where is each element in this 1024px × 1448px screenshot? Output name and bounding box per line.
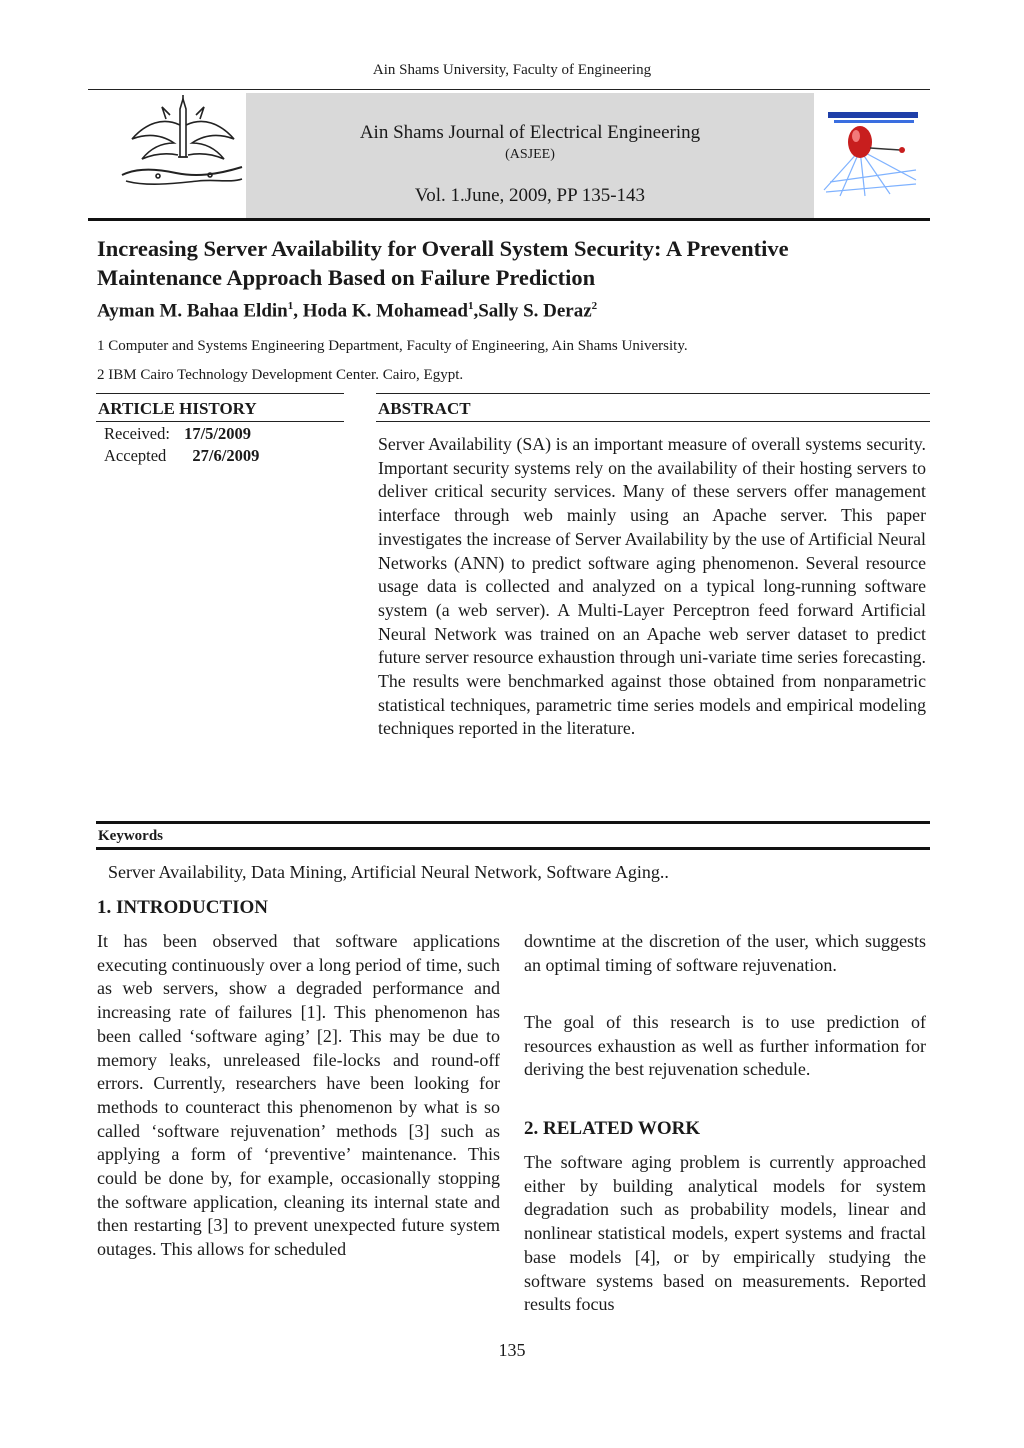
author-list — [97, 300, 597, 322]
history-label-rule — [96, 421, 344, 422]
affiliation-2: 2 IBM Cairo Technology Development Center. Cairo, Egypt. — [97, 367, 464, 383]
journal-volume: Vol. 1.June, 2009, PP 135-143 — [414, 185, 646, 206]
article-history-label: ARTICLE HISTORY — [98, 399, 257, 418]
affiliation-1: 1 Computer and Systems Engineering Department, Faculty of Engineering, Ain Shams University. — [97, 338, 688, 354]
author-affiliation-mark: 1 — [287, 300, 294, 312]
abstract-label-rule — [376, 421, 930, 422]
university-seal-logo — [118, 95, 248, 190]
author-affiliation-mark: 1 — [467, 300, 474, 312]
author-name: Sally S. Deraz — [478, 300, 592, 322]
author-separator: , — [473, 300, 479, 322]
history-top-rule — [96, 393, 344, 394]
paper-title — [97, 234, 917, 292]
paper-title-line-2: Maintenance Approach Based on Failure Prediction — [97, 265, 596, 290]
related-work-heading: 2. RELATED WORK — [524, 1118, 701, 1139]
keywords-label: Keywords — [98, 828, 163, 844]
accepted-row — [104, 446, 259, 466]
related-work-paragraph: The software aging problem is currently approached either by building analytical models for system degradation such as probability models, linear and nonlinear statistical models, expert systems and fractal base models [4], or by empirically studying the software systems based on measurements. Reported results focus — [524, 1152, 926, 1315]
paper-title-line-1: Increasing Server Availability for Overall System Security: A Preventive — [97, 236, 789, 261]
keywords-top-rule — [96, 821, 930, 824]
received-date: 17/5/2009 — [184, 424, 252, 443]
received-label: Received: — [104, 424, 170, 443]
author-separator: , — [293, 300, 303, 322]
received-row — [104, 424, 251, 444]
abstract-label: ABSTRACT — [378, 399, 471, 418]
header-rule — [88, 89, 930, 90]
introduction-paragraph-1: It has been observed that software applications executing continuously over a long period of time, such as web servers, show a degraded performance and increasing rate of failures [1]. This phenomenon has been called ‘software aging’ [2]. This may be due to memory leaks, unreleased file-locks and round-off errors. Currently, researchers have been looking for methods to counteract this phenomenon by what is so called ‘software rejuvenation’ methods [3] such as applying a form of ‘preventive’ maintenance. This could be done by, for example, occasionally stopping the software application, cleaning its internal state and then restarting [3] to prevent unexpected future system outages. This allows for scheduled — [97, 931, 500, 1260]
introduction-heading: 1. INTRODUCTION — [97, 897, 269, 918]
keywords-bottom-rule — [96, 847, 930, 850]
journal-logo — [820, 100, 920, 198]
author-affiliation-mark: 2 — [591, 300, 598, 312]
accepted-date: 27/6/2009 — [192, 446, 260, 465]
banner-bottom-rule — [88, 218, 930, 221]
accepted-label: Accepted — [104, 446, 167, 465]
page-number: 135 — [498, 1340, 526, 1360]
abstract-text: Server Availability (SA) is an important measure of overall systems security. Important security systems rely on the availability of their hosting servers to deliver critical security services. Many of these servers offer management interface through web mainly using an Apache server. This paper investigates the increase of Server Availability by the use of Artificial Neural Networks (ANN) to predict software aging phenomenon. Several resource usage data is collected and analyzed on a typical long-running software system (a web server). A Multi-Layer Perceptron feed forward Artificial Neural Network was trained on an Apache web server dataset to predict future server resource exhaustion through uni-variate time series forecasting. The results were benchmarked against those obtained from nonparametric statistical techniques, parametric time series models and empirical modeling techniques reported in the literature. — [378, 434, 926, 739]
institution-header: Ain Shams University, Faculty of Engineering — [372, 62, 652, 78]
introduction-paragraph-3: The goal of this research is to use prediction of resources exhaustion as well as further information for deriving the best rejuvenation schedule. — [524, 1012, 926, 1080]
journal-abbreviation: (ASJEE) — [505, 147, 555, 162]
author-name: Ayman M. Bahaa Eldin — [97, 300, 288, 322]
author-name: Hoda K. Mohamead — [302, 300, 468, 322]
introduction-paragraph-2: downtime at the discretion of the user, which suggests an optimal timing of software rejuvenation. — [524, 931, 926, 975]
abstract-top-rule — [376, 393, 930, 394]
journal-title: Ain Shams Journal of Electrical Engineering — [359, 122, 701, 143]
keywords-text: Server Availability, Data Mining, Artificial Neural Network, Software Aging.. — [108, 862, 669, 882]
